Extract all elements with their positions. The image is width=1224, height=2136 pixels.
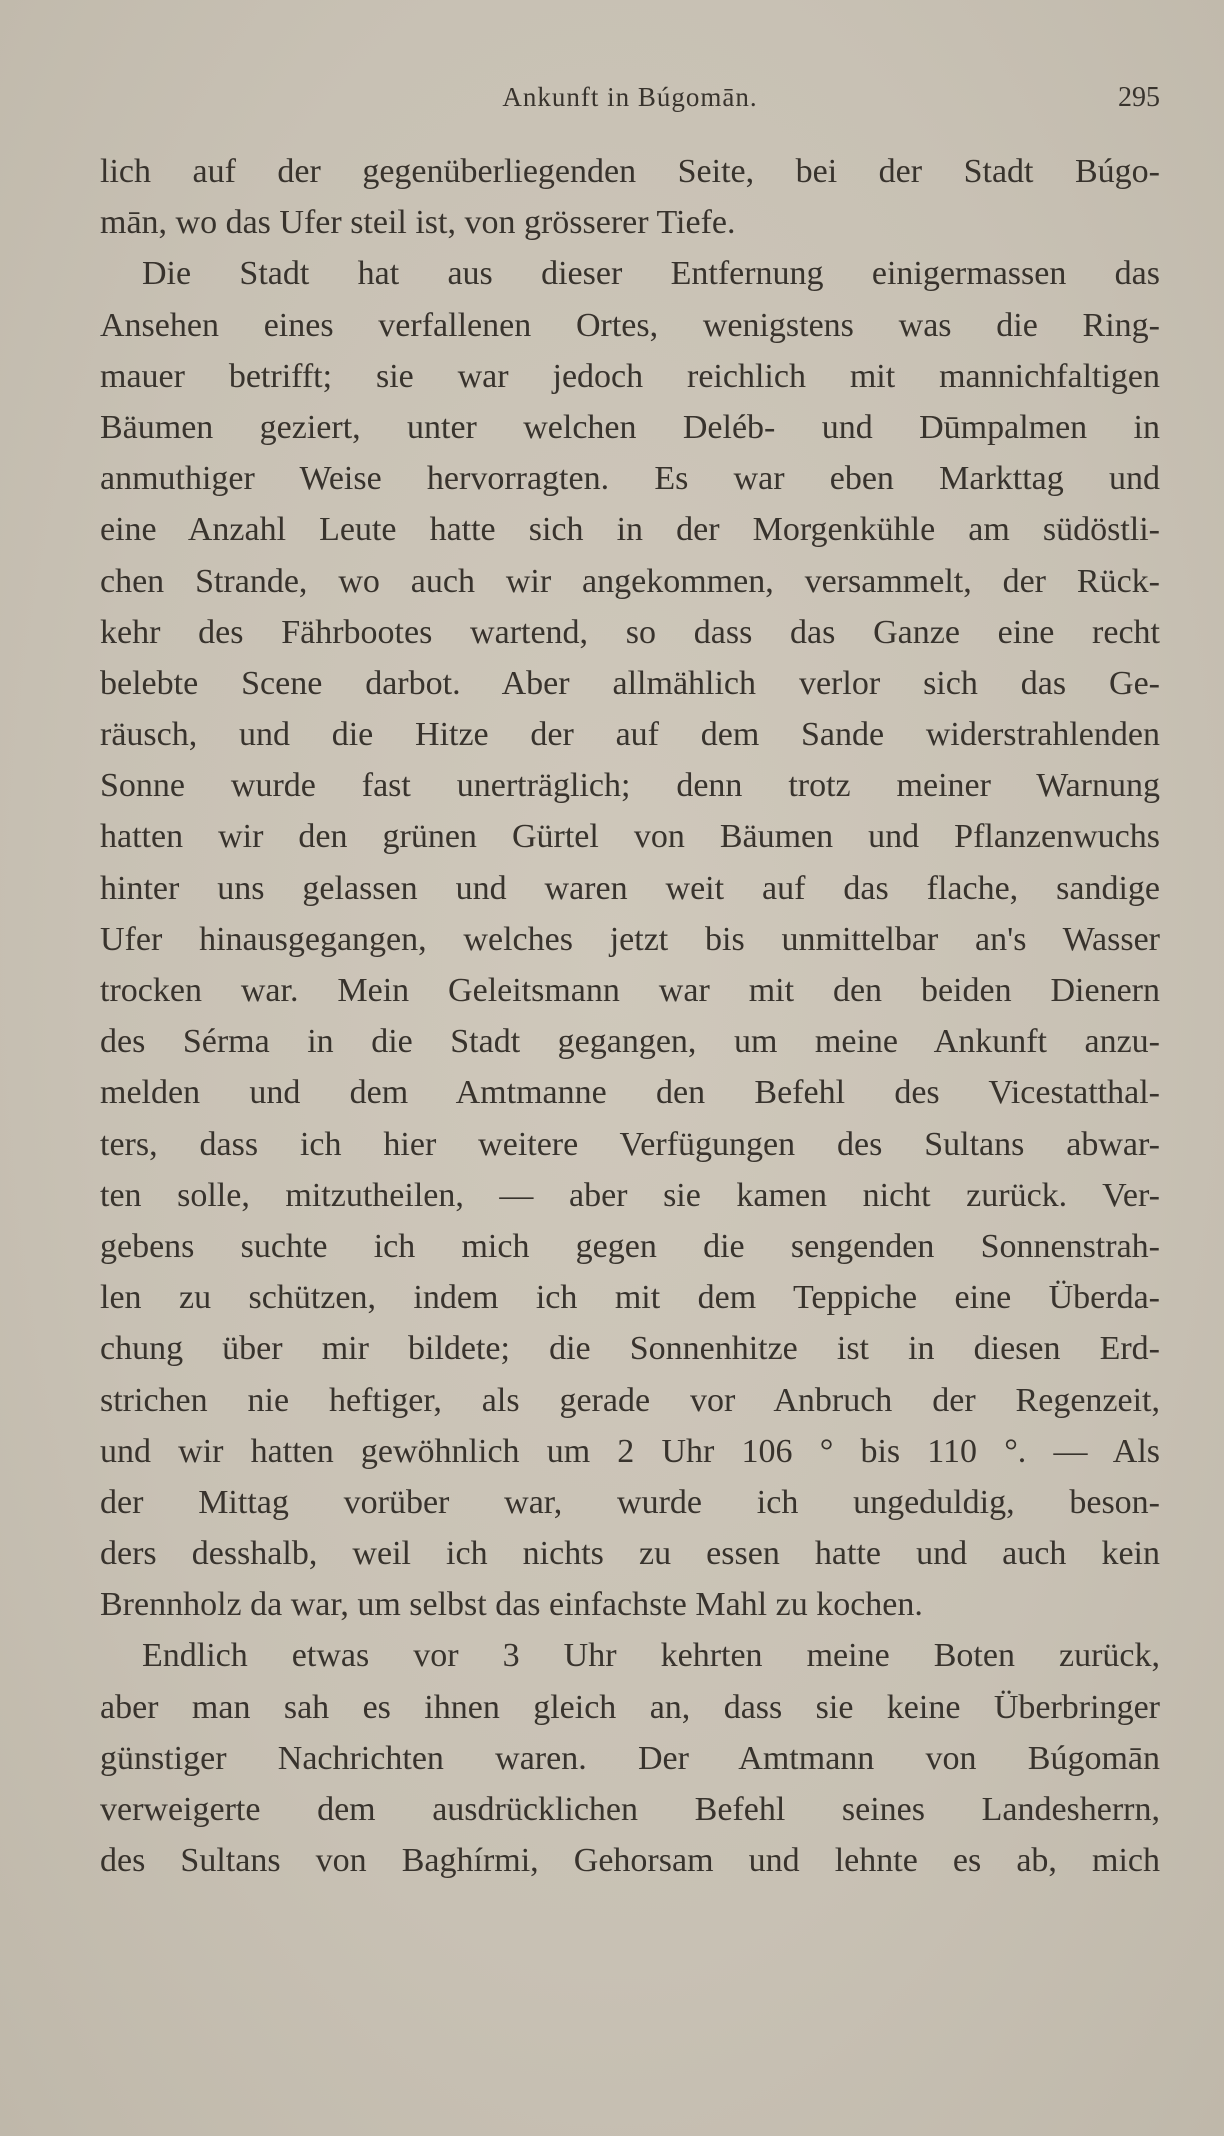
text-line: gebens suchte ich mich gegen die sengenden Sonnenstrah- — [100, 1227, 1160, 1265]
running-head: Ankunft in Búgomān. — [502, 82, 758, 112]
text-line: günstiger Nachrichten waren. Der Amtmann von Búgomān — [100, 1739, 1160, 1777]
page-number: 295 — [1118, 82, 1160, 113]
text-line: strichen nie heftiger, als gerade vor Anbruch der Regenzeit, — [100, 1381, 1160, 1419]
text-line: Endlich etwas vor 3 Uhr kehrten meine Boten zurück, — [142, 1637, 1160, 1675]
text-line: trocken war. Mein Geleitsmann war mit den beiden Dienern — [100, 972, 1160, 1009]
text-line: belebte Scene darbot. Aber allmählich verlor sich das Ge- — [100, 664, 1160, 702]
text-line: len zu schützen, indem ich mit dem Teppiche eine Überda- — [100, 1279, 1160, 1317]
text-line: Sonne wurde fast unerträglich; denn trotz meiner Warnung — [100, 767, 1160, 805]
text-line: Bäumen geziert, unter welchen Deléb- und Dūmpalmen in — [100, 408, 1160, 446]
text-line: Brennholz da war, um selbst das einfachste Mahl zu kochen. — [100, 1586, 923, 1624]
text-line: mauer betrifft; sie war jedoch reichlich mit mannichfaltigen — [100, 357, 1160, 395]
text-line: verweigerte dem ausdrücklichen Befehl seines Landesherrn, — [100, 1791, 1160, 1828]
text-line: chung über mir bildete; die Sonnenhitze ist in diesen Erd- — [100, 1330, 1160, 1368]
text-line: lich auf der gegenüberliegenden Seite, bei der Stadt Búgo- — [100, 153, 1160, 190]
text-line: und wir hatten gewöhnlich um 2 Uhr 106 ° bis 110 °. — Als — [100, 1432, 1160, 1470]
text-line: mān, wo das Ufer steil ist, von grösserer Tiefe. — [100, 204, 736, 242]
text-line: ten solle, mitzutheilen, — aber sie kamen nicht zurück. Ver- — [100, 1176, 1160, 1214]
text-line: Ansehen eines verfallenen Ortes, wenigstens was die Ring- — [100, 306, 1160, 344]
text-line: anmuthiger Weise hervorragten. Es war eben Markttag und — [100, 460, 1160, 498]
text-line: ders desshalb, weil ich nichts zu essen hatte und auch kein — [100, 1535, 1160, 1573]
text-line: hinter uns gelassen und waren weit auf das flache, sandige — [100, 869, 1160, 907]
text-line: ters, dass ich hier weitere Verfügungen des Sultans abwar- — [100, 1125, 1160, 1163]
text-line: Die Stadt hat aus dieser Entfernung einigermassen das — [142, 255, 1160, 293]
text-line: kehr des Fährbootes wartend, so dass das Ganze eine recht — [100, 613, 1160, 651]
page-header — [100, 78, 1160, 118]
text-line: hatten wir den grünen Gürtel von Bäumen und Pflanzenwuchs — [100, 818, 1160, 856]
text-line: des Sérma in die Stadt gegangen, um meine Ankunft anzu- — [100, 1023, 1160, 1061]
text-line: aber man sah es ihnen gleich an, dass sie keine Überbringer — [100, 1688, 1160, 1726]
text-line: räusch, und die Hitze der auf dem Sande widerstrahlenden — [100, 716, 1160, 754]
text-line: der Mittag vorüber war, wurde ich ungeduldig, beson- — [100, 1483, 1160, 1521]
body-text — [100, 146, 1160, 1886]
text-line: chen Strande, wo auch wir angekommen, versammelt, der Rück- — [100, 562, 1160, 600]
text-line: Ufer hinausgegangen, welches jetzt bis unmittelbar an's Wasser — [100, 920, 1160, 958]
text-line: eine Anzahl Leute hatte sich in der Morgenkühle am südöstli- — [100, 511, 1160, 549]
text-line: des Sultans von Baghírmi, Gehorsam und lehnte es ab, mich — [100, 1842, 1160, 1880]
text-line: melden und dem Amtmanne den Befehl des Vicestatthal- — [100, 1074, 1160, 1112]
